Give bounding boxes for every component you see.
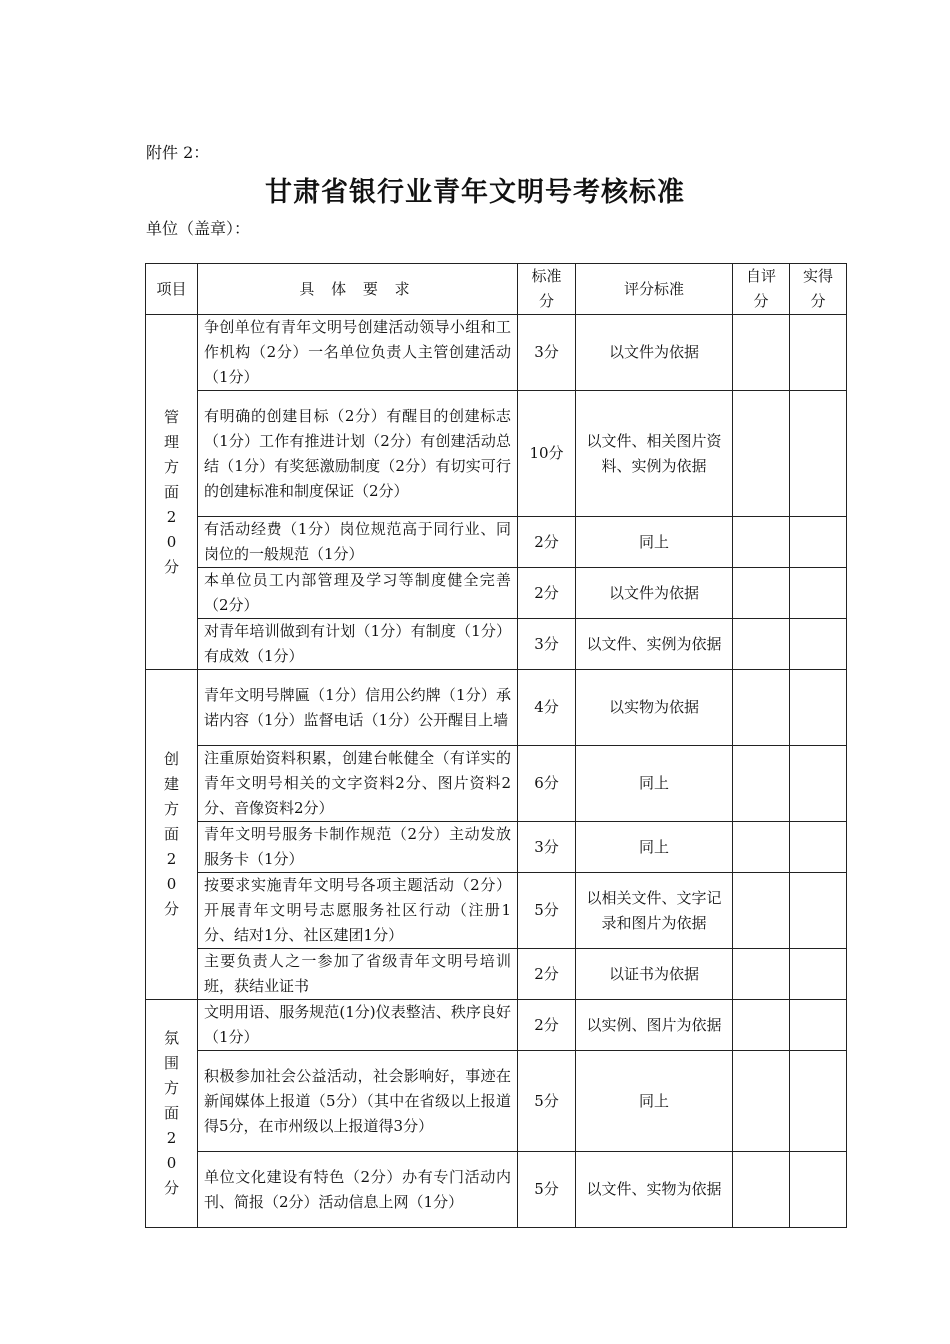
table-row [146,873,847,949]
scoring-basis-cell: 以文件、相关图片资料、实例为依据 [576,391,733,517]
header-self-score: 自评分 [733,264,790,315]
unit-stamp-label: 单位（盖章）： [146,219,251,238]
scoring-basis-cell: 同上 [576,822,733,873]
requirement-cell: 单位文化建设有特色（2分）办有专门活动内刊、简报（2分）活动信息上网（1分） [198,1152,518,1228]
scoring-basis-cell: 以实例、图片为依据 [576,1000,733,1051]
actual-score-cell[interactable] [790,949,847,1000]
standard-score-cell: 10分 [518,391,576,517]
header-standard-score: 标准分 [518,264,576,315]
assessment-table [145,263,847,1228]
self-score-cell[interactable] [733,1000,790,1051]
scoring-basis-cell: 以相关文件、文字记录和图片为依据 [576,873,733,949]
table-row [146,1000,847,1051]
standard-score-cell: 5分 [518,1051,576,1152]
section-category-label: 氛围方面20分 [163,1029,179,1197]
self-score-cell[interactable] [733,873,790,949]
section-category [146,315,198,670]
standard-score-cell: 3分 [518,315,576,391]
requirement-cell: 按要求实施青年文明号各项主题活动（2分）开展青年文明号志愿服务社区行动（注册1分、结对1分、社区建团1分） [198,873,518,949]
standard-score-cell: 2分 [518,1000,576,1051]
standard-score-cell: 2分 [518,517,576,568]
requirement-cell: 注重原始资料积累，创建台帐健全（有详实的青年文明号相关的文字资料2分、图片资料2分、音像资料2分） [198,746,518,822]
self-score-cell[interactable] [733,670,790,746]
table-row [146,822,847,873]
self-score-cell[interactable] [733,746,790,822]
scoring-basis-cell: 以实物为依据 [576,670,733,746]
actual-score-cell[interactable] [790,619,847,670]
self-score-cell[interactable] [733,1051,790,1152]
actual-score-cell[interactable] [790,1152,847,1228]
self-score-cell[interactable] [733,568,790,619]
header-requirement: 具 体 要 求 [198,264,518,315]
requirement-cell: 对青年培训做到有计划（1分）有制度（1分）有成效（1分） [198,619,518,670]
attachment-label: 附件 2： [146,143,210,162]
actual-score-cell[interactable] [790,517,847,568]
actual-score-cell[interactable] [790,822,847,873]
scoring-basis-cell: 同上 [576,517,733,568]
scoring-basis-cell: 以文件为依据 [576,568,733,619]
header-item: 项目 [146,264,198,315]
requirement-cell: 本单位员工内部管理及学习等制度健全完善（2分） [198,568,518,619]
table-row [146,670,847,746]
self-score-cell[interactable] [733,619,790,670]
section-category-label: 创建方面20分 [163,750,179,918]
actual-score-cell[interactable] [790,746,847,822]
table-row [146,746,847,822]
requirement-cell: 主要负责人之一参加了省级青年文明号培训班，获结业证书 [198,949,518,1000]
table-row [146,619,847,670]
scoring-basis-cell: 以文件、实例为依据 [576,619,733,670]
self-score-cell[interactable] [733,315,790,391]
section-category [146,670,198,1000]
table-row [146,315,847,391]
requirement-cell: 青年文明号牌匾（1分）信用公约牌（1分）承诺内容（1分）监督电话（1分）公开醒目上墙 [198,670,518,746]
standard-score-cell: 2分 [518,949,576,1000]
requirement-cell: 文明用语、服务规范(1分)仪表整洁、秩序良好（1分） [198,1000,518,1051]
actual-score-cell[interactable] [790,873,847,949]
requirement-cell: 积极参加社会公益活动，社会影响好，事迹在新闻媒体上报道（5分）（其中在省级以上报道得5分，在市州级以上报道得3分） [198,1051,518,1152]
table-row [146,517,847,568]
actual-score-cell[interactable] [790,315,847,391]
standard-score-cell: 5分 [518,873,576,949]
table-row [146,949,847,1000]
standard-score-cell: 5分 [518,1152,576,1228]
section-category-label: 管理方面20分 [163,407,179,576]
standard-score-cell: 6分 [518,746,576,822]
self-score-cell[interactable] [733,1152,790,1228]
requirement-cell: 有明确的创建目标（2分）有醒目的创建标志（1分）工作有推进计划（2分）有创建活动总结（1分）有奖惩激励制度（2分）有切实可行的创建标准和制度保证（2分） [198,391,518,517]
requirement-cell: 青年文明号服务卡制作规范（2分）主动发放服务卡（1分） [198,822,518,873]
standard-score-cell: 3分 [518,619,576,670]
actual-score-cell[interactable] [790,1051,847,1152]
standard-score-cell: 2分 [518,568,576,619]
scoring-basis-cell: 以文件为依据 [576,315,733,391]
standard-score-cell: 4分 [518,670,576,746]
header-row [146,264,847,315]
self-score-cell[interactable] [733,949,790,1000]
actual-score-cell[interactable] [790,391,847,517]
page-title: 甘肃省银行业青年文明号考核标准 [265,177,685,208]
section-category [146,1000,198,1228]
self-score-cell[interactable] [733,517,790,568]
table-row [146,1152,847,1228]
actual-score-cell[interactable] [790,568,847,619]
scoring-basis-cell: 以证书为依据 [576,949,733,1000]
self-score-cell[interactable] [733,822,790,873]
actual-score-cell[interactable] [790,670,847,746]
scoring-basis-cell: 同上 [576,1051,733,1152]
table-row [146,391,847,517]
table-row [146,1051,847,1152]
self-score-cell[interactable] [733,391,790,517]
header-actual-score: 实得分 [790,264,847,315]
requirement-cell: 争创单位有青年文明号创建活动领导小组和工作机构（2分）一名单位负责人主管创建活动（1分） [198,315,518,391]
actual-score-cell[interactable] [790,1000,847,1051]
scoring-basis-cell: 以文件、实物为依据 [576,1152,733,1228]
header-scoring-standard: 评分标准 [576,264,733,315]
requirement-cell: 有活动经费（1分）岗位规范高于同行业、同岗位的一般规范（1分） [198,517,518,568]
table-row [146,568,847,619]
scoring-basis-cell: 同上 [576,746,733,822]
standard-score-cell: 3分 [518,822,576,873]
